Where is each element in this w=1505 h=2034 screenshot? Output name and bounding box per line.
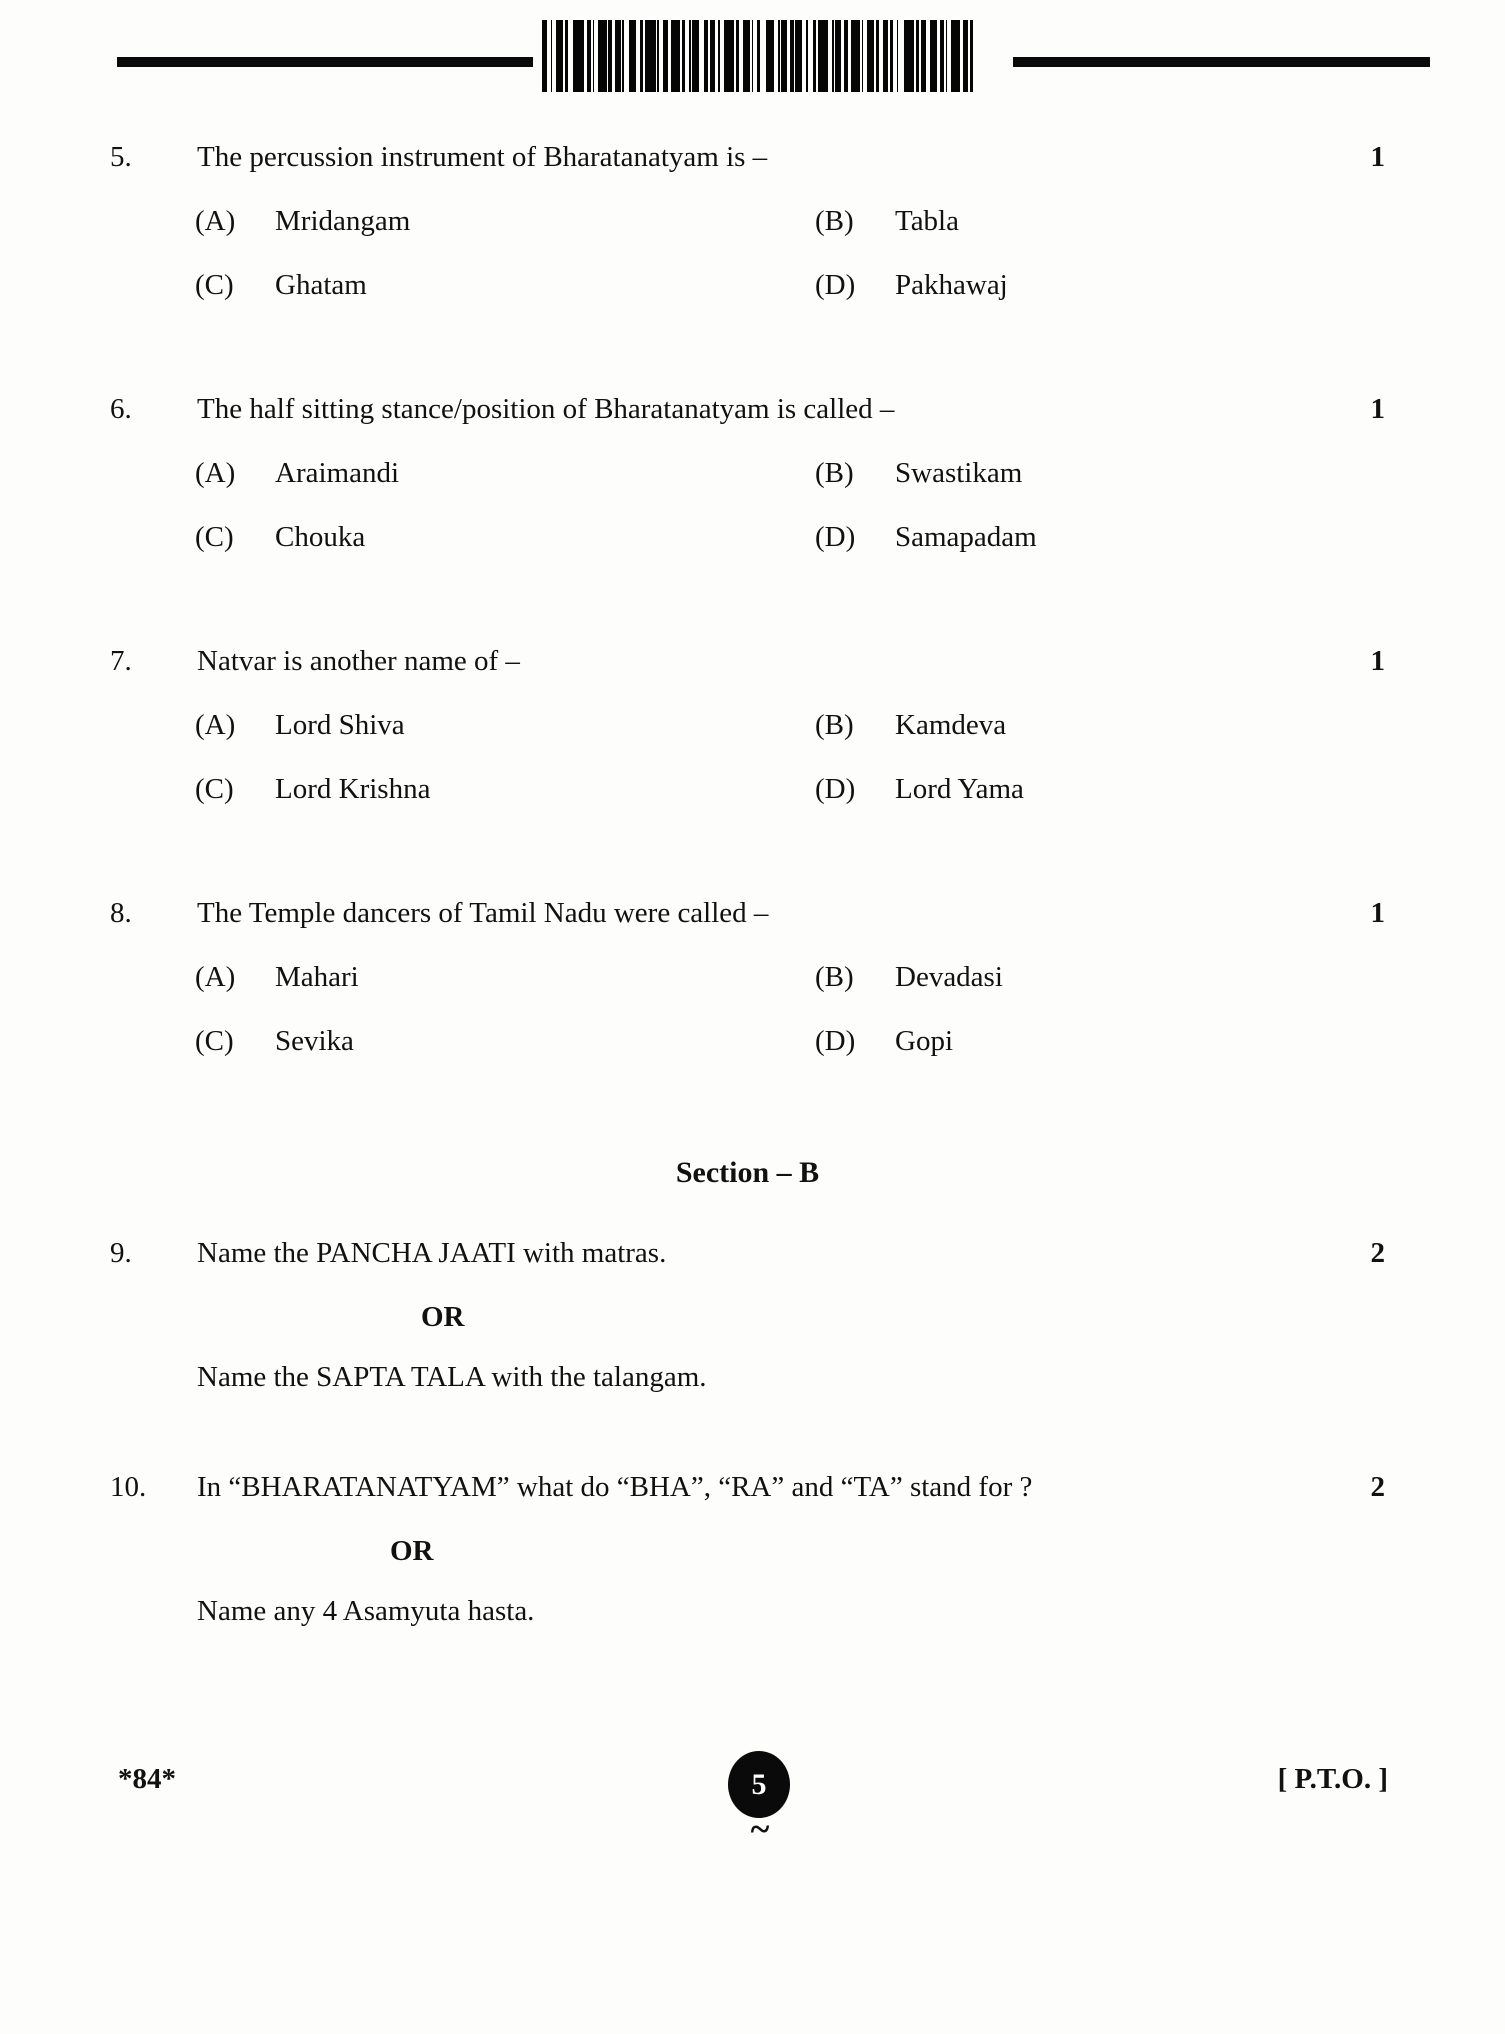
option-row — [195, 456, 1385, 490]
question-text: The Temple dancers of Tamil Nadu were called – — [197, 897, 769, 929]
option-text: Devadasi — [895, 961, 1003, 993]
option-label: (A) — [195, 457, 236, 489]
option-c — [195, 772, 815, 806]
question-text: In “BHARATANATYAM” what do “BHA”, “RA” and “TA” stand for ? — [197, 1471, 1033, 1503]
option-row — [195, 960, 1385, 994]
page-number: 5 — [751, 1767, 767, 1801]
option-c — [195, 1024, 815, 1058]
option-b — [815, 960, 1435, 994]
option-row — [195, 268, 1385, 302]
option-text: Ghatam — [275, 269, 367, 301]
question-stem — [110, 392, 1385, 426]
question-marks: 2 — [1370, 1237, 1385, 1269]
question-stem — [110, 644, 1385, 678]
option-a — [195, 960, 815, 994]
alternative-question-text: Name any 4 Asamyuta hasta. — [197, 1595, 535, 1627]
question-text: Name the PANCHA JAATI with matras. — [197, 1237, 667, 1269]
question-9 — [110, 1236, 1385, 1394]
question-10 — [110, 1470, 1385, 1628]
option-label: (A) — [195, 709, 236, 741]
question-stem — [110, 896, 1385, 930]
or-separator: OR — [390, 1535, 434, 1567]
option-text: Tabla — [895, 205, 959, 237]
question-text: Natvar is another name of – — [197, 645, 520, 677]
option-text: Chouka — [275, 521, 366, 553]
or-separator: OR — [421, 1301, 465, 1333]
option-label: (A) — [195, 205, 236, 237]
option-d — [815, 268, 1435, 302]
option-label: (B) — [815, 709, 854, 741]
question-number: 9. — [110, 1237, 132, 1269]
question-8 — [110, 896, 1385, 1058]
question-text: The percussion instrument of Bharatanatyam is – — [197, 141, 768, 173]
options — [195, 960, 1385, 1058]
option-label: (B) — [815, 961, 854, 993]
option-label: (D) — [815, 773, 856, 805]
question-stem — [110, 140, 1385, 174]
option-label: (D) — [815, 269, 856, 301]
option-label: (C) — [195, 1025, 234, 1057]
option-b — [815, 456, 1435, 490]
option-text: Lord Shiva — [275, 709, 405, 741]
option-text: Swastikam — [895, 457, 1023, 489]
question-number: 8. — [110, 897, 132, 929]
option-d — [815, 1024, 1435, 1058]
option-a — [195, 204, 815, 238]
page-header — [0, 18, 1505, 102]
question-number: 6. — [110, 393, 132, 425]
option-text: Kamdeva — [895, 709, 1007, 741]
option-d — [815, 520, 1435, 554]
question-marks: 1 — [1370, 141, 1385, 173]
option-text: Gopi — [895, 1025, 953, 1057]
header-rule-left — [117, 57, 533, 67]
section-heading: Section – B — [675, 1156, 820, 1189]
tilde-mark: ~ — [750, 1809, 770, 1849]
options — [195, 708, 1385, 806]
option-text: Samapadam — [895, 521, 1037, 553]
option-label: (A) — [195, 961, 236, 993]
question-marks: 1 — [1370, 897, 1385, 929]
option-text: Mahari — [275, 961, 359, 993]
option-label: (B) — [815, 457, 854, 489]
option-label: (C) — [195, 269, 234, 301]
option-text: Lord Krishna — [275, 773, 431, 805]
question-stem — [110, 1470, 1385, 1504]
question-number: 5. — [110, 141, 132, 173]
question-5 — [110, 140, 1385, 302]
question-number: 10. — [110, 1471, 147, 1503]
question-6 — [110, 392, 1385, 554]
option-label: (D) — [815, 521, 856, 553]
option-a — [195, 708, 815, 742]
question-stem — [110, 1236, 1385, 1270]
option-label: (B) — [815, 205, 854, 237]
barcode — [542, 20, 977, 92]
alternative-question-text: Name the SAPTA TALA with the talangam. — [197, 1361, 707, 1393]
option-b — [815, 204, 1435, 238]
option-row — [195, 1024, 1385, 1058]
pto-label: [ P.T.O. ] — [1277, 1763, 1388, 1795]
question-marks: 2 — [1370, 1471, 1385, 1503]
question-text: The half sitting stance/position of Bharatanatyam is called – — [197, 393, 895, 425]
options — [195, 204, 1385, 302]
question-marks: 1 — [1370, 393, 1385, 425]
option-label: (D) — [815, 1025, 856, 1057]
question-number: 7. — [110, 645, 132, 677]
option-c — [195, 520, 815, 554]
option-row — [195, 772, 1385, 806]
options — [195, 456, 1385, 554]
option-d — [815, 772, 1435, 806]
option-label: (C) — [195, 773, 234, 805]
option-label: (C) — [195, 521, 234, 553]
option-text: Sevika — [275, 1025, 354, 1057]
option-b — [815, 708, 1435, 742]
questions-area — [110, 140, 1385, 1628]
option-row — [195, 520, 1385, 554]
option-row — [195, 708, 1385, 742]
option-text: Pakhawaj — [895, 269, 1008, 301]
option-a — [195, 456, 815, 490]
header-rule-right — [1013, 57, 1430, 67]
footer-code: *84* — [118, 1763, 176, 1795]
option-row — [195, 204, 1385, 238]
question-marks: 1 — [1370, 645, 1385, 677]
option-c — [195, 268, 815, 302]
option-text: Lord Yama — [895, 773, 1024, 805]
question-7 — [110, 644, 1385, 806]
option-text: Mridangam — [275, 205, 411, 237]
option-text: Araimandi — [275, 457, 400, 489]
